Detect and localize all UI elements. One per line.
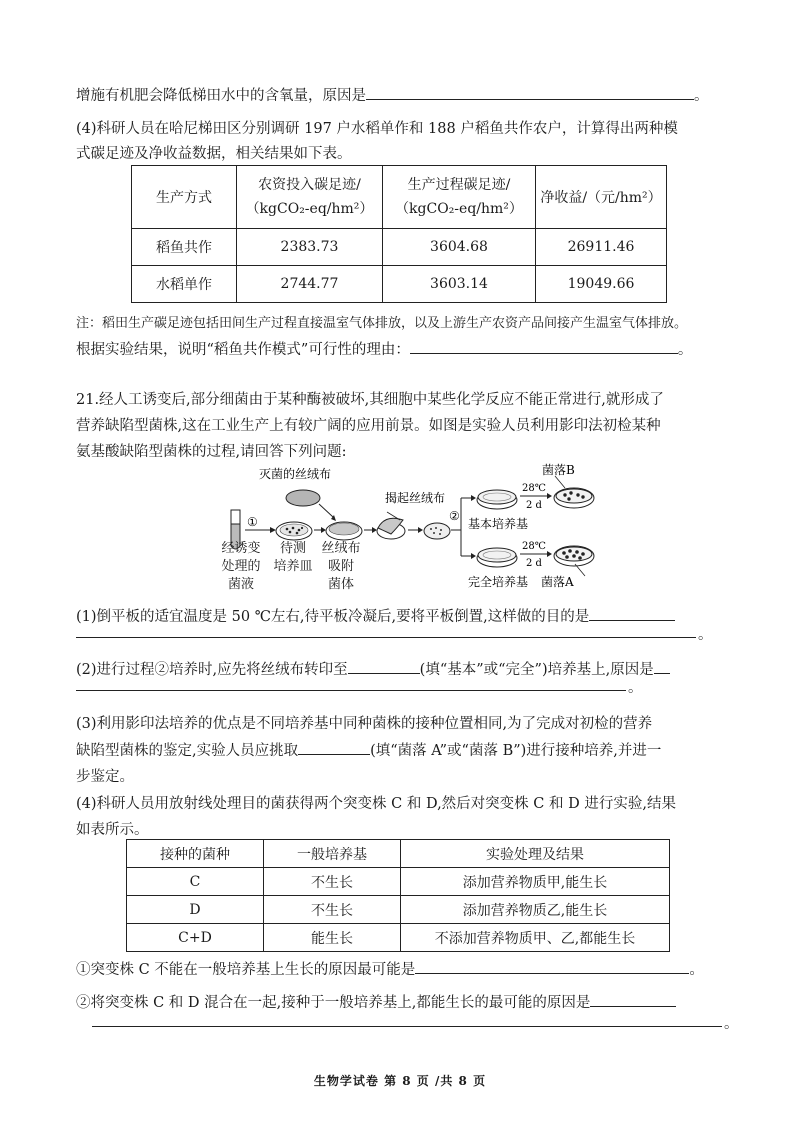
complete-medium-plate-icon	[477, 548, 517, 567]
colony-a-label: 菌落A	[541, 575, 574, 589]
question-line: ②将突变株 C 和 D 混合在一起,接种于一般培养基上,都能生长的最可能的原因是	[76, 991, 676, 1012]
basic-medium-label: 基本培养基	[468, 517, 529, 531]
mutant-liquid-label: 经诱变 处理的 菌液	[221, 541, 261, 592]
answer-blank[interactable]	[415, 959, 689, 974]
test-plate-icon	[276, 522, 312, 540]
answer-blank[interactable]	[76, 637, 696, 638]
question-line: 缺陷型菌株的鉴定,实验人员应挑取 (填“菌落 A”或“菌落 B”)进行接种培养,并进一	[76, 739, 661, 760]
question-text: 营养缺陷型菌株,这在工业生产上有较广阔的应用前景。如图是实验人员利用影印法初检某种	[76, 418, 661, 434]
days-label-top: 2 d	[526, 500, 542, 511]
days-label-bottom: 2 d	[526, 558, 542, 569]
lifting-cloth-icon	[377, 518, 405, 539]
step-2-label: ②	[449, 509, 460, 523]
question-line: ①突变株 C 不能在一般培养基上生长的原因最可能是 。	[76, 958, 704, 979]
colony-a-plate-icon	[554, 546, 594, 566]
imprinted-cloth-icon	[424, 523, 450, 539]
velvet-cloth-icon	[286, 490, 320, 506]
lift-cloth-label: 揭起丝绒布	[385, 491, 446, 505]
table-header-cell: 农资投入碳足迹/ （kgCO₂-eq/hm²）	[237, 166, 383, 229]
table-row: 稻鱼共作 2383.73 3604.68 26911.46	[132, 229, 667, 266]
question-line: 增施有机肥会降低梯田水中的含氧量，原因是 。	[76, 84, 709, 105]
answer-blank[interactable]	[366, 85, 694, 100]
table-row: D 不生长 添加营养物质乙,能生长	[127, 896, 670, 924]
temp-label-top: 28℃	[522, 483, 546, 494]
colony-b-label: 菌落B	[542, 463, 575, 477]
temp-label-bottom: 28℃	[522, 541, 546, 552]
answer-blank[interactable]	[410, 339, 678, 354]
table-row: C 不生长 添加营养物质甲,能生长	[127, 868, 670, 896]
question-text: 如表所示。	[76, 822, 149, 838]
test-plate-label: 待测 培养皿	[273, 541, 313, 574]
question-text: (3)利用影印法培养的优点是不同培养基中同种菌株的接种位置相同,为了完成对初检的营养	[76, 716, 653, 732]
answer-blank[interactable]	[590, 992, 676, 1007]
answer-blank[interactable]	[654, 659, 670, 674]
step-1-label: ①	[247, 515, 258, 529]
answer-blank[interactable]	[298, 740, 370, 755]
sterile-cloth-label: 灭菌的丝绒布	[259, 467, 332, 481]
question-text: 增施有机肥会降低梯田水中的含氧量，原因是	[76, 88, 366, 104]
table-header-cell: 生产过程碳足迹/ （kgCO₂-eq/hm²）	[383, 166, 536, 229]
table-row: 水稻单作 2744.77 3603.14 19049.66	[132, 266, 667, 303]
question-line: 根据实验结果，说明“稻鱼共作模式”可行性的理由： 。	[76, 338, 692, 359]
colony-b-plate-icon	[554, 488, 594, 508]
question-line: (1)倒平板的适宜温度是 50 ℃左右,待平板冷凝后,要将平板倒置,这样做的目的是	[76, 605, 675, 626]
carbon-footprint-table	[131, 165, 667, 303]
answer-blank[interactable]	[348, 659, 420, 674]
question-text: 式碳足迹及净收益数据，相关结果如下表。	[76, 146, 352, 162]
table-header-row	[132, 166, 667, 229]
cloth-adsorb-label: 丝绒布 吸附 菌体	[321, 541, 361, 592]
table-row: C+D 能生长 不添加营养物质甲、乙,都能生长	[127, 924, 670, 952]
question-text: (4)科研人员用放射线处理目的菌获得两个突变株 C 和 D,然后对突变株 C 和 D 进行实验,结果	[76, 796, 676, 812]
question-text: 步鉴定。	[76, 769, 134, 785]
table-header-cell: 生产方式	[132, 166, 237, 229]
table-header-cell: 净收益/（元/hm²）	[536, 166, 667, 229]
answer-blank[interactable]	[92, 1026, 722, 1027]
mutant-strain-table	[126, 839, 670, 952]
table-header-row: 接种的菌种 一般培养基 实验处理及结果	[127, 840, 670, 868]
question-text: 21.经人工诱变后,部分细菌由于某种酶被破坏,其细胞中某些化学反应不能正常进行,就形成了	[76, 392, 664, 408]
cloth-plate-icon	[326, 522, 362, 540]
complete-medium-label: 完全培养基	[468, 575, 529, 589]
table-note: 注：稻田生产碳足迹包括田间生产过程直接温室气体排放，以及上游生产农资产品间接产生温室气体排放。	[76, 316, 688, 331]
page-footer: 生物学试卷 第 8 页 /共 8 页	[313, 1074, 487, 1088]
question-text: 氨基酸缺陷型菌株的过程,请回答下列问题:	[76, 444, 347, 460]
basic-medium-plate-icon	[477, 490, 517, 509]
question-text: (4)科研人员在哈尼梯田区分别调研 197 户水稻单作和 188 户稻鱼共作农户，计算得出两种模	[76, 121, 678, 137]
question-line: (2)进行过程②培养时,应先将丝绒布转印至 (填“基本”或“完全”)培养基上,原因是	[76, 658, 670, 679]
answer-blank[interactable]	[589, 606, 675, 621]
answer-blank[interactable]	[76, 690, 626, 691]
